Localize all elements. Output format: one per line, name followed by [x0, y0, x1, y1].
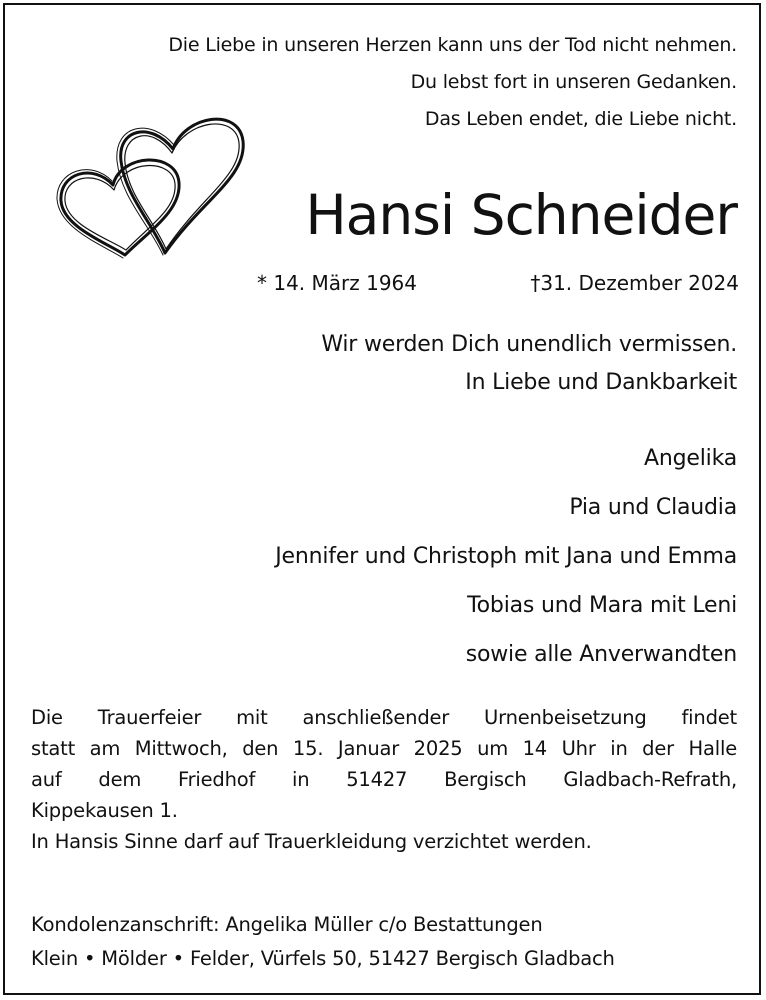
mourners-list — [275, 434, 737, 679]
mourner-line: Tobias und Mara mit Leni — [467, 593, 737, 618]
funeral-info — [31, 702, 737, 857]
mourner-line: Angelika — [644, 446, 737, 471]
tribute — [321, 326, 737, 402]
motto-line: Du lebst fort in unseren Gedanken. — [410, 71, 737, 93]
mourner-line: Jennifer und Christoph mit Jana und Emma — [275, 544, 737, 569]
tribute-line: Wir werden Dich unendlich vermissen. — [321, 332, 737, 357]
birth-date: * 14. März 1964 — [257, 271, 418, 295]
death-date: †31. Dezember 2024 — [530, 271, 739, 295]
life-dates — [239, 271, 739, 301]
mourner-line: Pia und Claudia — [569, 495, 737, 520]
funeral-info-line: auf dem Friedhof in 51427 Bergisch Gladbach-Refrath, — [31, 768, 737, 791]
funeral-info-line: Die Trauerfeier mit anschließender Urnenbeisetzung findet — [31, 706, 737, 729]
funeral-info-line: Kippekausen 1. — [31, 799, 178, 822]
mourner-line: sowie alle Anverwandten — [465, 642, 737, 667]
motto-line: Die Liebe in unseren Herzen kann uns der Tod nicht nehmen. — [168, 34, 737, 56]
obituary-notice — [3, 3, 761, 995]
tribute-line: In Liebe und Dankbarkeit — [465, 370, 737, 395]
condolence-address — [31, 908, 737, 976]
motto-line: Das Leben endet, die Liebe nicht. — [424, 108, 737, 130]
condolence-line: Klein • Mölder • Felder, Vürfels 50, 51427 Bergisch Gladbach — [31, 947, 615, 970]
motto — [168, 27, 737, 138]
funeral-info-line: statt am Mittwoch, den 15. Januar 2025 um 14 Uhr in der Halle — [31, 737, 737, 760]
two-hearts-icon — [53, 103, 248, 263]
funeral-info-line: In Hansis Sinne darf auf Trauerkleidung verzichtet werden. — [31, 830, 592, 853]
deceased-name: Hansi Schneider — [305, 183, 737, 247]
condolence-line: Kondolenzanschrift: Angelika Müller c/o Bestattungen — [31, 913, 543, 936]
